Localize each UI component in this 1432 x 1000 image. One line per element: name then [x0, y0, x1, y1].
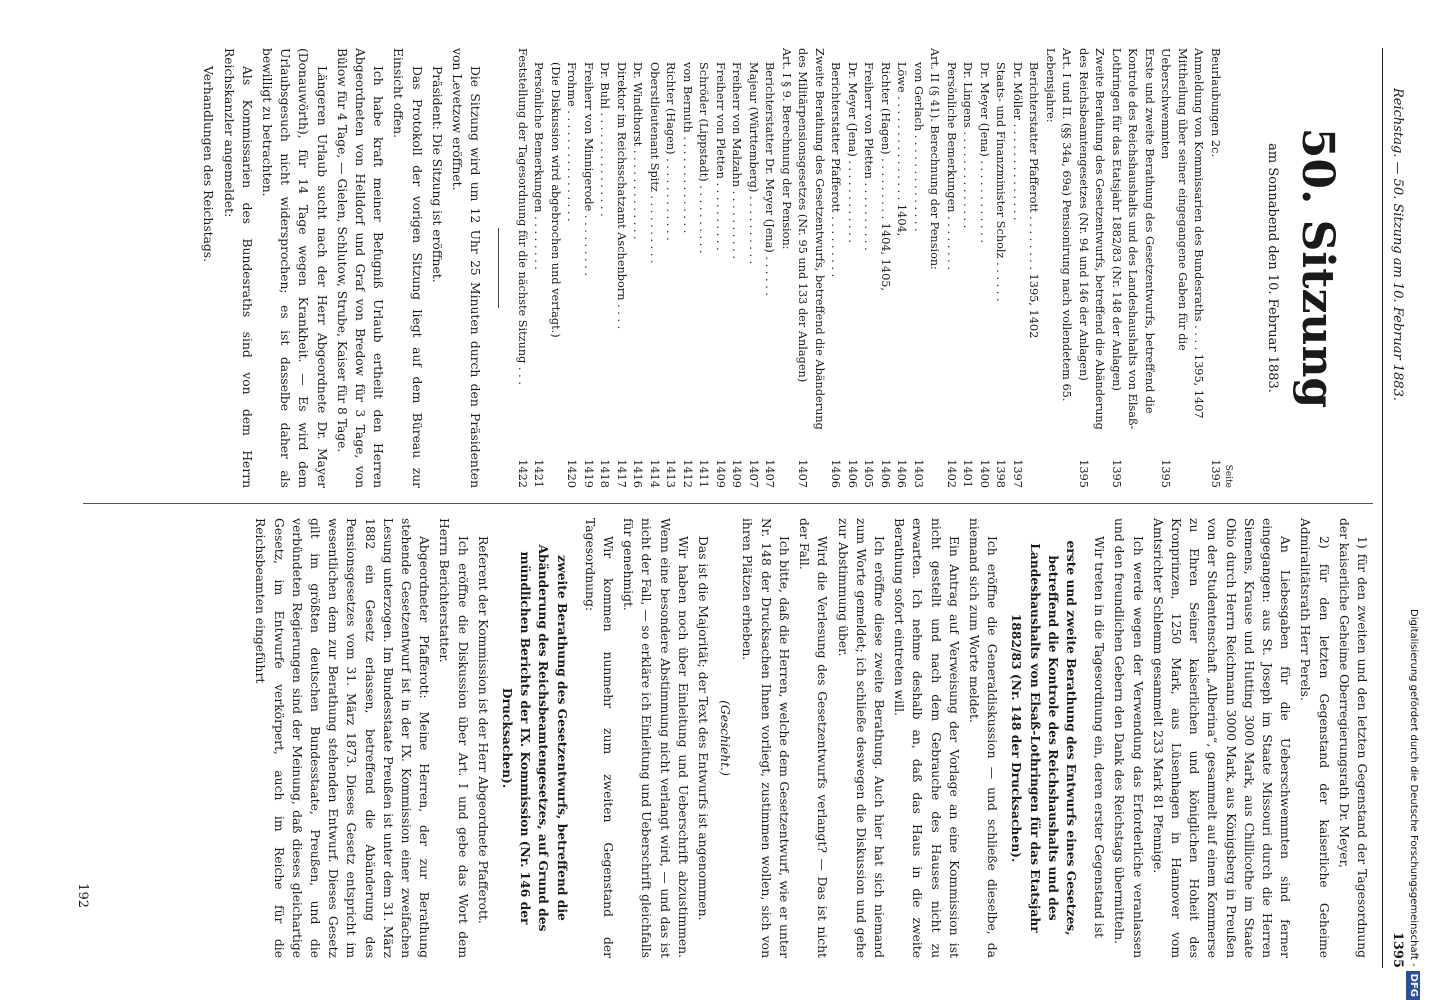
toc-row: [711, 48, 728, 488]
toc-entry-page: 1409: [713, 459, 727, 488]
toc-entry-page: 1409: [730, 459, 744, 488]
toc-entry-page: 1422: [515, 459, 529, 488]
toc-entry-page: 1406: [829, 459, 843, 488]
toc-entry-text: Dr. Möller . . . . . . . . . . . . . .: [1010, 62, 1024, 221]
toc-row: [1008, 48, 1025, 488]
toc-entry-text: Frohme . . . . . . . . . . . . . . . .: [565, 62, 579, 222]
toc-row: [909, 48, 926, 488]
toc-entry-page: 1413: [664, 459, 678, 488]
opening-paragraph: Die Sitzung wird um 12 Uhr 25 Minuten durch den Präsidenten von Levetzow eröffnet.: [450, 48, 483, 488]
agenda-item-1-heading: erste und zweite Berathung des Entwurfs eines Gesetzes, betreffend die Kontrole des Reichshaushalts und des Landeshaushalts von Elsaß-Lothringen für das Etatsjahr 1882/83 (Nr. 148 der Drucksachen).: [1009, 540, 1079, 936]
toc-entry-text: Freiherr von Pletten . . . . . . . . . .: [862, 62, 876, 251]
toc-entry-page: 1406: [895, 459, 909, 488]
toc-entry-text: Mittheilung über seiner eingegangene Gaben für die Ueberschwemmten: [1159, 48, 1189, 351]
toc-row: [1025, 48, 1042, 488]
toc-entry-page: 1416: [631, 459, 645, 488]
toc-entry-page: 1407: [763, 459, 777, 488]
toc-entry-text: Schröder (Lippstadt) . . . . . . . . . .: [697, 62, 711, 254]
toc-entry-page: 1395: [1208, 459, 1222, 488]
toc-entry-page: 1417: [614, 459, 628, 488]
toc-row: [662, 48, 679, 488]
toc-entry-page: 1420: [565, 459, 579, 488]
toc-row: [926, 48, 943, 488]
toc-row: [827, 48, 844, 488]
toc-entry-page: 1407: [746, 459, 760, 488]
toc-entry-text: Dr. Meyer (Jena) . . . . . . . . . . . .: [845, 62, 859, 243]
toc-entry-text: Berichterstatter Pfafferott . . . . . . . . 1395, 1402: [1027, 62, 1041, 339]
toc-entry-text: Anmeldung von Kommissarien des Bundesraths . . . . 1395, 1407: [1192, 48, 1206, 419]
toc-row: [579, 48, 596, 488]
donations-thanks: Ich werde wegen der Verwendung das Erforderliche veranlassen und den freundlichen Gebern den Dank des Reichstags übermitteln.: [1112, 518, 1145, 958]
toc-row: [1206, 48, 1223, 488]
toc-entry-page: 1398: [994, 459, 1008, 488]
toc-entry-text: Zweite Berathung des Gesetzentwurfs, betreffend die Abänderung des Militärpensionsgesetzes (Nr. 95 und 133 der Anlagen): [796, 48, 826, 430]
toc-entry-text: (Die Diskussion wird abgebrochen und vertagt.): [548, 62, 562, 338]
toc-row: [744, 48, 761, 488]
toc-entry-text: Zweite Berathung des Gesetzentwurfs, betreffend die Abänderung des Reichsbeamtengesetzes (Nr. 94 und 146 der Anlagen): [1076, 48, 1107, 430]
commissioner-item-2: 2) für den letzten Gegenstand der kaiserliche Geheime Admiralitätsrath Herr Perels.: [1298, 518, 1331, 958]
toc-row: [629, 48, 646, 488]
next-item-intro: Wir kommen nunmehr zum zweiten Gegenstand der Tagesordnung:: [582, 518, 616, 958]
toc-entry-page: 1406: [878, 459, 892, 488]
commission-referral: Ein Antrag auf Verweisung der Vorlage an eine Kommission ist nicht gestellt und nach dem Gebrauche des Hauses nicht zu erwarten. Ich nehme deshalb an, daß das Haus in die zweite Berathung sofort eintreten will.: [892, 518, 961, 958]
toc-row: [1157, 48, 1190, 488]
agenda-item-2-heading: zweite Berathung des Gesetzentwurfs, betreffend die Abänderung des Reichsbeamtengesetzes, auf Grund des mündlichen Berichts der IX. Kommission (Nr. 146 der Drucksachen).: [500, 544, 570, 932]
toc-entry-text: Oberstlieutenant Spitz . . . . . . . . . .: [647, 62, 661, 264]
toc-row: [860, 48, 877, 488]
left-column: [197, 48, 1371, 488]
toc-entry-page: 1405: [862, 459, 876, 488]
vote-result: Das ist die Majorität; der Text des Entwurfs ist angenommen.: [696, 536, 711, 921]
section-divider: [498, 228, 499, 308]
toc-entry-text: Freiherr von Minnigerode . . . . . . . . .: [581, 62, 595, 276]
toc-entry-text: Richter (Hagen) . . . . . . . . . 1404, 1405,: [878, 62, 892, 292]
longer-leave-paragraph: Längeren Urlaub sucht nach der Herr Abgeordnete Dr. Mayer (Donauwörth), für 14 Tage wegen Krankheit. — Es wird dem Urlaubsgesuch nicht widersprochen; es ist dasselbe daher als bewilligt zu betrachten.: [260, 48, 329, 488]
donations-paragraph: An Liebesgaben für die Ueberschwemmten sind ferner eingegangen: aus St. Joseph im Staate Missouri durch die Herren Siemens, Krause und Hutting 3000 Mark, aus Chillicothe im Staate Ohio durch Herrn Reichmann 3000 Mark, aus Königsberg in Preußen von der Studentenschaft „Alberina“, gesammelt auf einem Kommerse zu Ehren Seiner kaiserlichen und königlichen Hoheit des Kronprinzen, 1250 Mark, aus Lüsenhagen in Hannover vom Amtsrichter Schlemm gesammelt 233 Mark 81 Pfennige.: [1150, 518, 1293, 958]
toc-entry-text: Majeur (Württemberg) . . . . . . . . . .: [746, 62, 760, 265]
toc-entry-text: Richter (Hagen) . . . . . . . . . . . .: [664, 62, 678, 241]
signature-number: 192: [75, 883, 91, 908]
toc-row: [942, 48, 959, 488]
commissioner-item-1: 1) für den zweiten und den letzten Gegenstand der Tagesordnung der kaiserliche Geheime Oberregierungsrath Dr. Meyer,: [1336, 518, 1369, 958]
toc-entry-page: 1400: [977, 459, 991, 488]
toc-entry-page: 1421: [532, 459, 546, 488]
discussion-opening: Ich eröffne die Diskussion über Art. I und gebe das Wort dem Herrn Berichterstatter.: [437, 518, 470, 958]
toc-row: [843, 48, 860, 488]
vote-request: Ich bitte, daß die Herren, welche dem Gesetzentwurf, wie er unter Nr. 148 der Drucksachen Ihnen vorliegt, zustimmen wollen, sich von ihren Plätzen erheben.: [740, 518, 791, 958]
table-of-contents: [513, 48, 1223, 488]
toc-entry-text: Berichterstatter Dr. Meyer (Jena) . . . . . .: [763, 62, 777, 296]
toc-entry-page: 1418: [598, 459, 612, 488]
toc-row: [794, 48, 827, 488]
toc-entry-page: 1419: [581, 459, 595, 488]
toc-entry-page: 1395: [1159, 459, 1173, 488]
toc-row: [1190, 48, 1207, 488]
toc-entry-page: 1411: [697, 459, 711, 488]
toc-entry-text: Berichterstatter Pfafferott . . . . . . . . .: [829, 62, 843, 278]
toc-entry-text: Dr. Meyer (Jena) . . . . . . . . . . . .: [977, 62, 991, 243]
toc-row: [596, 48, 613, 488]
session-date: am Sonnabend den 10. Februar 1883.: [1265, 143, 1280, 393]
toc-entry-text: Art. I § 9. Berechnung der Pension:: [779, 48, 793, 250]
running-head-title: Reichstag. — 50. Sitzung am 10. Februar 1883.: [1390, 88, 1406, 402]
toc-row: [893, 48, 910, 488]
toc-entry-text: von Gerlach . . . . . . . . . . . . . .: [911, 62, 925, 232]
toc-row: [563, 48, 580, 488]
toc-row: [612, 48, 629, 488]
toc-entry-text: Dr. Lingens . . . . . . . . . . . . . .: [961, 62, 975, 229]
commissioners-paragraph: Als Kommissarien des Bundesraths sind von dem Herrn Reichskanzler angemeldet:: [221, 48, 254, 488]
reading-request: Wird die Verlesung des Gesetzentwurfs verlangt? — Das ist nicht der Fall.: [797, 518, 830, 958]
toc-entry-text: Löwe . . . . . . . . . . . . . . . 1404,: [895, 62, 909, 237]
leave-paragraph: Ich habe kraft meiner Befugniß Urlaub ertheilt den Herren Abgeordneten von Helldorf und Graf von Bredow für 3 Tage, von Bülow für 4 Tage, — Gielen, Schlutow, Strube, Kaiser für 8 Tage.: [334, 48, 386, 488]
toc-row: [728, 48, 745, 488]
toc-row: [992, 48, 1009, 488]
toc-row: [695, 48, 712, 488]
protocol-note: Das Protokoll der vorigen Sitzung liegt auf dem Büreau zur Einsicht offen.: [391, 48, 424, 488]
toc-row: [645, 48, 662, 488]
running-head-page-number: 1395: [1390, 931, 1406, 968]
column-divider: [83, 503, 1373, 504]
toc-row: [1107, 48, 1157, 488]
toc-entry-text: Freiherr von Pletten . . . . . . . . . .: [713, 62, 727, 251]
pfafferott-speech: Abgeordneter Pfafferott: Meine Herren, der zur Berathung stehende Gesetzentwurf ist in der IX. Kommission einer zweifachen Lesung unterzogen. Im Bundesstaate Preußen ist unter dem 31. März 1882 ein Gesetz erlassen, betreffend die Abänderung des Pensionsgesetzes vom 31. März 1873. Dieses Gesetz entspricht im wesentlichen dem zur Berathung stehenden Entwurf. Dieses Gesetz gilt im größten deutschen Bundesstaate, Preußen, und die verbündeten Regierungen sind der Meinung, daß dieses gleichartige Gesetz, im Entwurfe verkörpert, auch im Reiche für die Reichsbeamten eingeführt: [253, 518, 432, 958]
toc-entry-page: 1395: [1109, 459, 1123, 488]
toc-row: [761, 48, 778, 488]
right-column: [249, 518, 1371, 958]
toc-entry-text: Dr. Windthorst . . . . . . . . . . . . .: [631, 62, 645, 240]
toc-entry-text: Persönliche Bemerkungen . . . . . . . .: [944, 62, 958, 270]
toc-entry-text: Art. I und II. (§§ 34a, 69a) Pensionirung nach vollendetem 65. Lebensjahre:: [1043, 48, 1074, 402]
toc-row: [546, 48, 563, 488]
toc-row: [513, 48, 530, 488]
general-discussion: Ich eröffne die Generaldiskussion — und schließe dieselbe, da niemand sich zum Worte meldet.: [966, 518, 1000, 958]
credit-text: Digitalisierung gefördert durch die Deutsche Forschungsgemeinschaft -: [1408, 609, 1419, 967]
toc-entry-text: von Bernuth . . . . . . . . . . . . . .: [680, 62, 694, 234]
toc-row: [959, 48, 976, 488]
dfg-logo: DFG: [1406, 971, 1420, 1000]
toc-entry-text: Direktor im Reichsschatzamt Aschenborn . . . .: [614, 62, 628, 330]
digitization-credit: [1402, 0, 1424, 1000]
toc-entry-page: 1402: [944, 459, 958, 488]
toc-entry-text: Art. II (§ 41). Berechnung der Pension:: [928, 48, 942, 270]
stage-direction: (Geschieht.): [718, 700, 733, 776]
toc-entry-text: Staats- und Finanzminister Scholz . . . . . .: [994, 62, 1008, 302]
title-vote: Wir haben noch über Einleitung und Ueberschrift abzustimmen. Wenn eine besondere Abstimmung nicht verlangt wird, — und das ist nicht der Fall, — so erkläre ich Einleitung und Ueberschrift gleichfalls für genehmigt.: [621, 518, 690, 958]
toc-entry-text: Feststellung der Tagesordnung für die nächste Sitzung . . .: [515, 48, 529, 385]
toc-entry-text: Freiherr von Malzahn . . . . . . . . . .: [730, 62, 744, 259]
toc-entry-page: 1412: [680, 459, 694, 488]
toc-entry-page: 1407: [796, 459, 810, 488]
toc-entry-page: 1401: [961, 459, 975, 488]
agenda-intro: Wir treten in die Tagesordnung ein, deren erster Gegenstand ist: [1092, 536, 1107, 938]
toc-row: [777, 48, 794, 488]
toc-row: [975, 48, 992, 488]
toc-entry-page: 1395: [1076, 459, 1090, 488]
toc-row: [1041, 48, 1074, 488]
referent-note: Referent der Kommission ist der Herr Abgeordnete Pfafferott.: [475, 536, 490, 924]
toc-entry-page: 1397: [1010, 459, 1024, 488]
toc-row: [530, 48, 547, 488]
toc-seite-label: Seite: [1222, 464, 1233, 488]
footer-note: Verhandlungen des Reichstags.: [201, 66, 216, 263]
toc-entry-page: 1406: [845, 459, 859, 488]
toc-row: [1074, 48, 1107, 488]
toc-entry-text: Erste und zweite Berathung des Gesetzentwurfs, betreffend die Kontrole des Reichshaushalts und des Landeshaushalts von Elsaß-Lothringen für das Etatsjahr 1882/83 (Nr. 148 der Anlagen): [1109, 48, 1156, 430]
session-title: 50. Sitzung: [1292, 127, 1343, 409]
toc-entry-page: 1414: [647, 459, 661, 488]
president-opening: Präsident: Die Sitzung ist eröffnet.: [429, 66, 444, 283]
toc-entry-text: Beurlaubungen 2c.: [1208, 48, 1222, 157]
rotated-page-content: [63, 48, 1413, 968]
second-reading: Ich eröffne diese zweite Berathung. Auch hier hat sich niemand zum Worte gemeldet; ich schließe deswegen die Diskussion und gehe zur Abstimmung über.: [835, 518, 886, 958]
toc-entry-text: Dr. Buhl . . . . . . . . . . . . . . .: [598, 62, 612, 217]
toc-row: [876, 48, 893, 488]
toc-row: [678, 48, 695, 488]
toc-entry-page: 1403: [911, 459, 925, 488]
toc-entry-text: Persönliche Bemerkungen . . . . . . . .: [532, 62, 546, 270]
